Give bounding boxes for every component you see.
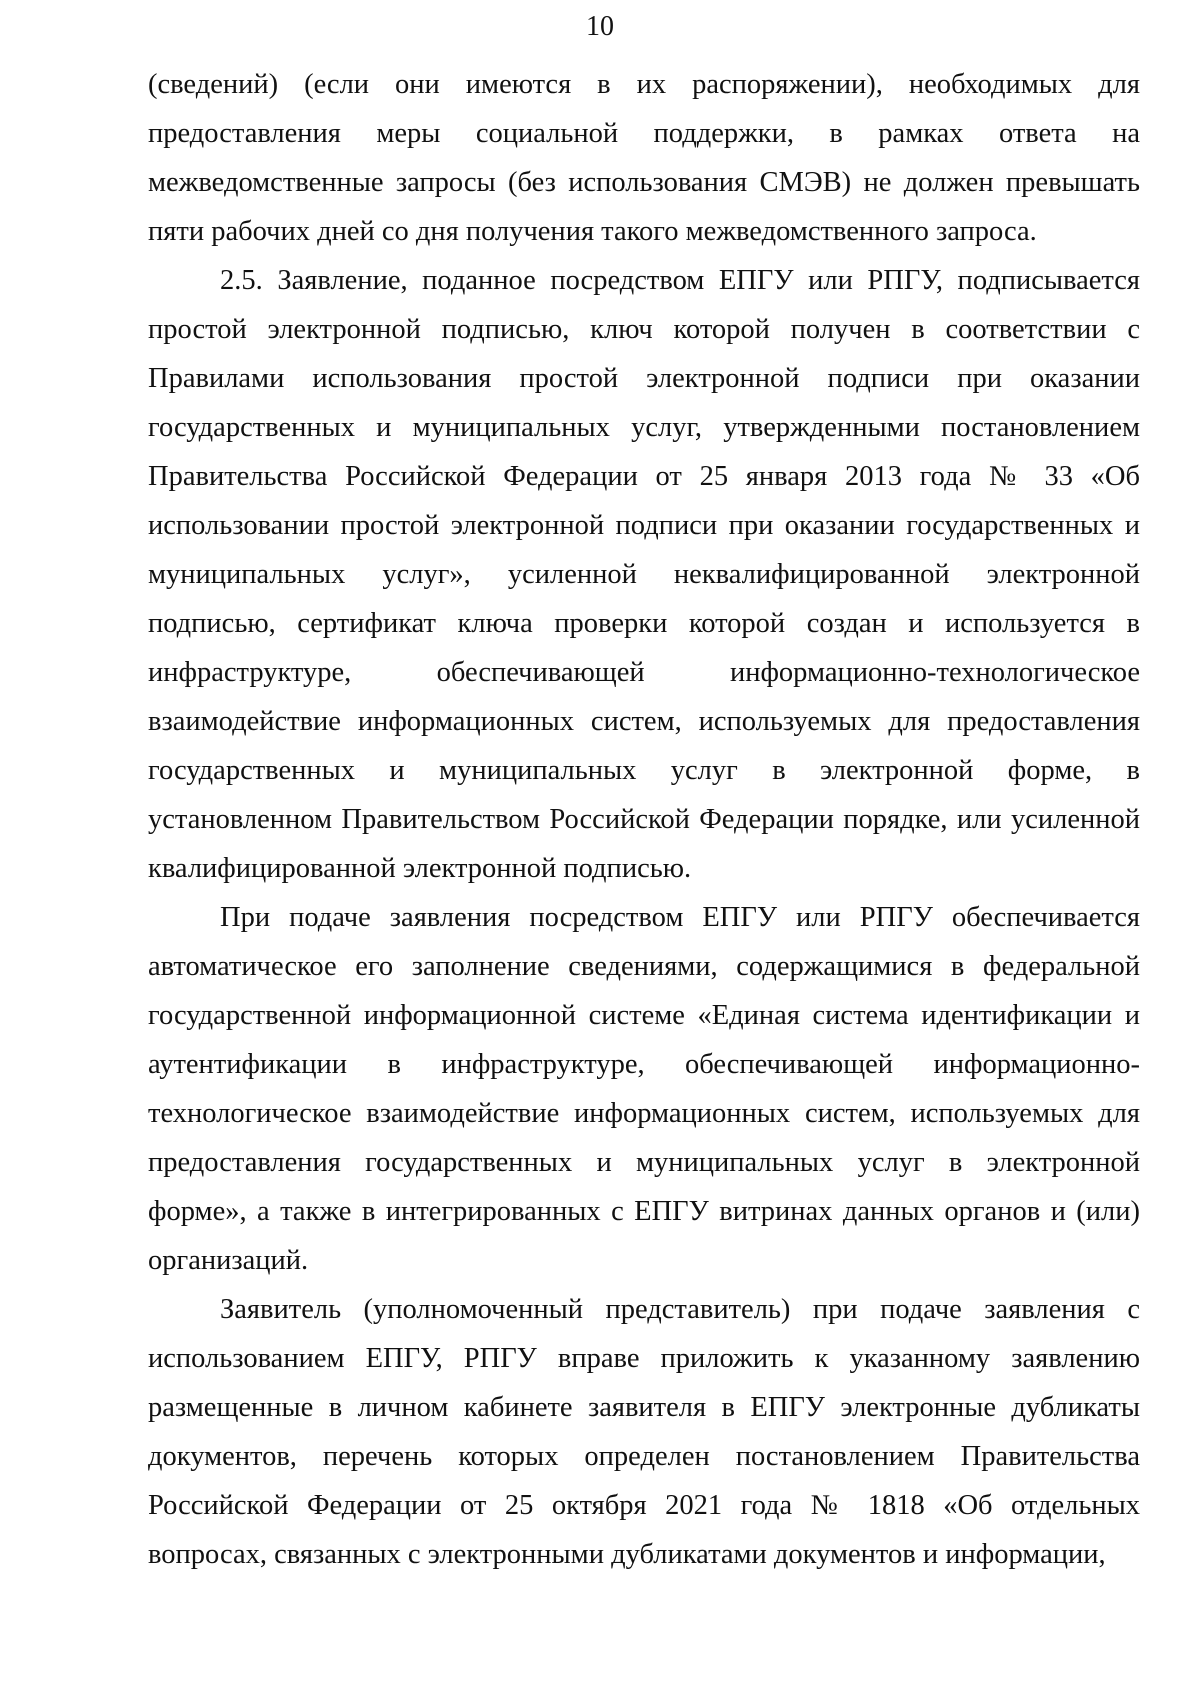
paragraph-electronic-duplicates: Заявитель (уполномоченный представитель) при подаче заявления с использованием ЕПГУ, РПГУ вправе приложить к указанному заявлению размещенные в личном кабинете заявителя в ЕПГУ электронные дубликаты документов, перечень которых определен постановлением Правительства Российской Федерации от 25 октября 2021 года № 1818 «Об отдельных вопросах, связанных с электронными дубликатами документов и информации,	[148, 1294, 1140, 1570]
paragraph-2-5-electronic-signature: 2.5. Заявление, поданное посредством ЕПГУ или РПГУ, подписывается простой электронной подписью, ключ которой получен в соответствии с Правилами использования простой электронной подписи при оказании государственных и муниципальных услуг, утвержденными постановлением Правительства Российской Федерации от 25 января 2013 года № 33 «Об использовании простой электронной подписи при оказании государственных и муниципальных услуг», усиленной неквалифицированной электронной подписью, сертификат ключа проверки которой создан и используется в инфраструктуре, обеспечивающей информационно-технологическое взаимодействие информационных систем, используемых для предоставления государственных и муниципальных услуг в электронной форме, в установленном Правительством Российской Федерации порядке, или усиленной квалифицированной электронной подписью.	[148, 265, 1140, 884]
page-number: 10	[586, 11, 614, 42]
document-body	[148, 60, 1140, 1579]
paragraph-autofill-esia: При подаче заявления посредством ЕПГУ или РПГУ обеспечивается автоматическое его заполнение сведениями, содержащимися в федеральной государственной информационной системе «Единая система идентификации и аутентификации в инфраструктуре, обеспечивающей информационно-технологическое взаимодействие информационных систем, используемых для предоставления государственных и муниципальных услуг в электронной форме», а также в интегрированных с ЕПГУ витринах данных органов и (или) организаций.	[148, 902, 1140, 1276]
paragraph-continuation: (сведений) (если они имеются в их распоряжении), необходимых для предоставления меры социальной поддержки, в рамках ответа на межведомственные запросы (без использования СМЭВ) не должен превышать пяти рабочих дней со дня получения такого межведомственного запроса.	[148, 69, 1140, 247]
